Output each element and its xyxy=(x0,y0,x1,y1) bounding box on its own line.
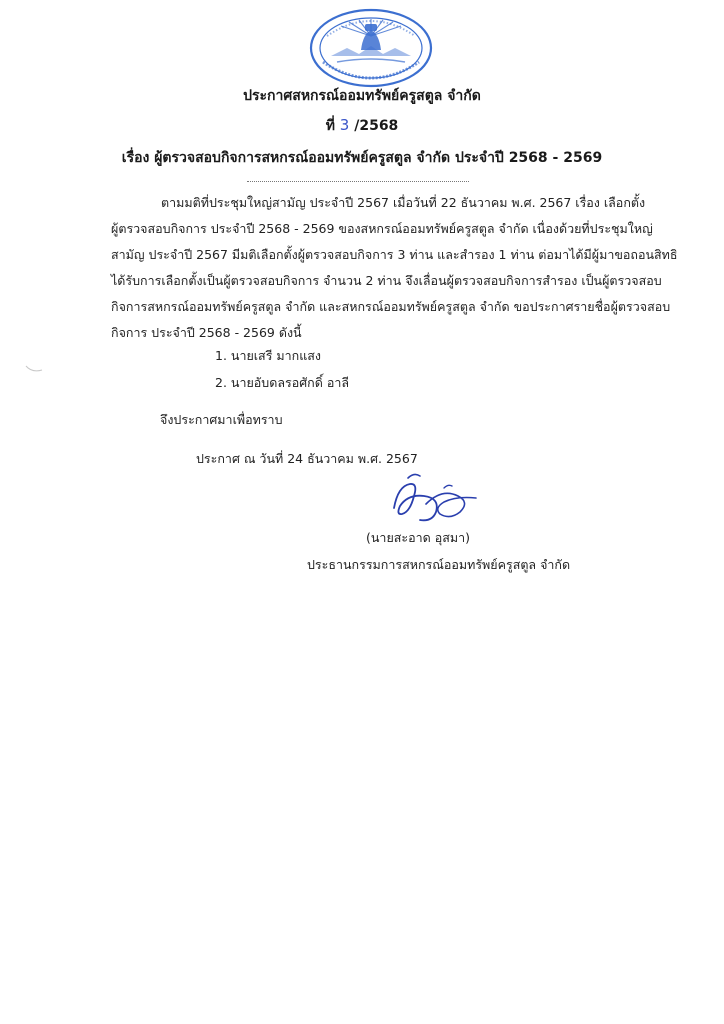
announcement-org-title: ประกาศสหกรณ์ออมทรัพย์ครูสตูล จำกัด xyxy=(243,88,481,104)
auditor-list-item: 2. นายอับดลรอศักดิ์ อาลี xyxy=(215,375,350,390)
announcement-subject: เรื่อง ผู้ตรวจสอบกิจการสหกรณ์ออมทรัพย์ครูสตูล จำกัด ประจำปี 2568 - 2569 xyxy=(121,150,603,166)
handwritten-signature xyxy=(384,468,494,528)
number-suffix: /2568 xyxy=(349,118,399,134)
body-line: ได้รับการเลือกตั้งเป็นผู้ตรวจสอบกิจการ จำนวน 2 ท่าน จึงเลื่อนผู้ตรวจสอบกิจการสำรอง เป็นผู้ตรวจสอบ xyxy=(111,273,662,288)
body-line: ตามมติที่ประชุมใหญ่สามัญ ประจำปี 2567 เมื่อวันที่ 22 ธันวาคม พ.ศ. 2567 เรื่อง เลือกตั้ง xyxy=(161,195,646,210)
body-line: ผู้ตรวจสอบกิจการ ประจำปี 2568 - 2569 ของสหกรณ์ออมทรัพย์ครูสตูล จำกัด เนื่องด้วยที่ประชุมใหญ่ xyxy=(111,221,653,236)
cooperative-seal-logo xyxy=(307,6,435,90)
scan-artifact-mark xyxy=(24,364,44,374)
dotted-divider xyxy=(247,181,469,182)
body-line: กิจการ ประจำปี 2568 - 2569 ดังนี้ xyxy=(111,325,302,340)
auditor-list-item: 1. นายเสรี มากแสง xyxy=(215,348,321,363)
signer-name: (นายสะอาด อุสมา) xyxy=(366,530,470,545)
announcement-dateline: ประกาศ ณ วันที่ 24 ธันวาคม พ.ศ. 2567 xyxy=(196,451,418,466)
announcement-body xyxy=(111,190,678,346)
signer-title: ประธานกรรมการสหกรณ์ออมทรัพย์ครูสตูล จำกัด xyxy=(307,557,571,572)
closing-line: จึงประกาศมาเพื่อทราบ xyxy=(160,412,283,427)
body-line: สามัญ ประจำปี 2567 มีมติเลือกตั้งผู้ตรวจสอบกิจการ 3 ท่าน และสำรอง 1 ท่าน ต่อมาได้มีผู้มาขอถอนสิทธิ xyxy=(111,247,678,262)
number-handwritten: 3 xyxy=(339,116,350,134)
body-line: กิจการสหกรณ์ออมทรัพย์ครูสตูล จำกัด และสหกรณ์ออมทรัพย์ครูสตูล จำกัด ขอประกาศรายชื่อผู้ตรวจสอบ xyxy=(111,299,671,314)
announcement-number xyxy=(0,115,724,137)
number-prefix: ที่ xyxy=(325,118,340,134)
